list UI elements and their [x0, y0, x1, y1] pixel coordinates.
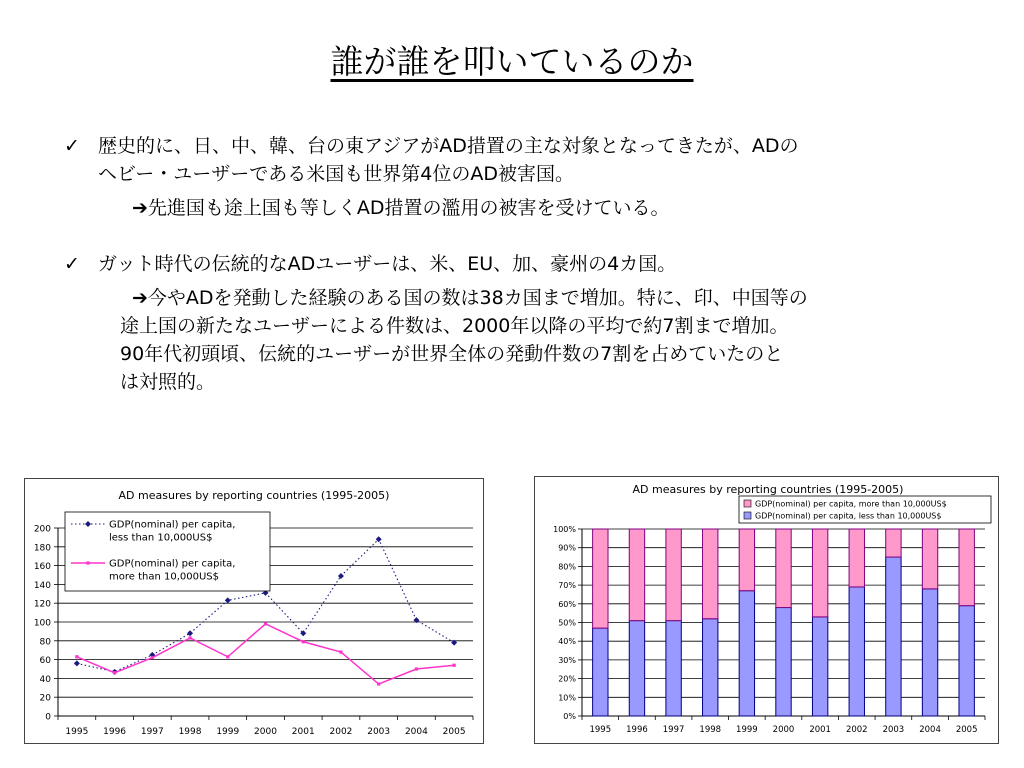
x-tick-label: 1995	[65, 727, 89, 737]
line-chart	[25, 479, 483, 743]
data-point	[74, 660, 80, 666]
bar-segment-2	[593, 529, 608, 628]
bullet-1	[64, 132, 984, 222]
bullet-1-sub: 先進国も途上国も等しくAD措置の濫用の被害を受けている。	[147, 197, 670, 219]
checkmark-icon: ✓	[64, 135, 80, 157]
data-point	[453, 664, 456, 667]
legend-swatch-2	[744, 500, 751, 507]
bar-segment-1	[959, 606, 974, 716]
bar-segment-2	[812, 529, 827, 617]
data-point	[415, 667, 418, 670]
y-tick-label: 30%	[558, 655, 576, 665]
legend-marker	[86, 561, 89, 564]
y-tick-label: 0%	[563, 712, 576, 721]
bar-segment-1	[776, 608, 791, 716]
bar-segment-1	[922, 589, 937, 716]
arrow-icon: ➔	[132, 287, 148, 309]
data-point	[151, 656, 154, 659]
legend-swatch-1	[744, 512, 751, 519]
x-tick-label: 2005	[955, 725, 978, 735]
data-point	[264, 622, 267, 625]
x-tick-label: 1998	[178, 727, 202, 737]
y-tick-label: 100%	[553, 525, 576, 534]
bar-segment-2	[849, 529, 864, 587]
x-tick-label: 2004	[919, 725, 941, 735]
x-tick-label: 1996	[626, 725, 648, 735]
x-tick-label: 2005	[442, 727, 466, 737]
bar-segment-1	[666, 621, 681, 716]
y-tick-label: 90%	[558, 543, 576, 553]
arrow-icon: ➔	[132, 197, 148, 219]
legend-label-1: GDP(nominal) per capita, less than 10,000US$	[755, 511, 942, 521]
y-tick-label: 160	[33, 562, 51, 573]
x-tick-label: 2004	[404, 727, 428, 737]
x-tick-label: 1999	[216, 727, 240, 737]
y-tick-label: 140	[33, 580, 51, 591]
bar-segment-2	[703, 529, 718, 619]
checkmark-icon: ✓	[64, 253, 80, 275]
data-point	[225, 597, 231, 603]
bar-segment-2	[776, 529, 791, 608]
bar-segment-2	[959, 529, 974, 606]
y-tick-label: 40%	[558, 637, 576, 647]
line-chart-panel	[24, 478, 484, 744]
bar-segment-1	[886, 557, 901, 716]
bar-segment-1	[849, 587, 864, 716]
data-point	[226, 655, 229, 658]
x-tick-label: 1997	[662, 725, 685, 735]
legend-label-1-line-2: less than 10,000US$	[109, 532, 213, 544]
y-tick-label: 20%	[558, 674, 576, 684]
x-tick-label: 2003	[882, 725, 905, 735]
x-tick-label: 2001	[291, 727, 315, 737]
slide-title: 誰が誰を叩いているのか	[330, 42, 694, 81]
stacked-bar-chart-panel	[534, 476, 999, 744]
legend-label-2: GDP(nominal) per capita, more than 10,000US$	[755, 499, 947, 509]
bullet-1-line-2: ヘビー・ユーザーである米国も世界第4位のAD被害国。	[98, 163, 574, 185]
bar-segment-1	[739, 591, 754, 716]
bullet-1-line-1: 歴史的に、日、中、韓、台の東アジアがAD措置の主な対象となってきたが、ADの	[98, 135, 799, 157]
bar-segment-1	[593, 628, 608, 716]
x-tick-label: 1998	[699, 725, 722, 735]
x-tick-label: 1997	[140, 727, 164, 737]
y-tick-label: 200	[33, 524, 51, 535]
y-tick-label: 180	[33, 543, 51, 554]
y-tick-label: 80%	[558, 562, 576, 572]
data-point	[188, 636, 191, 639]
y-tick-label: 100	[33, 618, 51, 629]
y-tick-label: 0	[45, 712, 51, 723]
x-tick-label: 2000	[254, 727, 277, 737]
x-tick-label: 1999	[736, 725, 758, 735]
data-point	[113, 671, 116, 674]
data-point	[75, 655, 78, 658]
x-tick-label: 2003	[367, 727, 391, 737]
x-tick-label: 2002	[329, 727, 353, 737]
bullet-2-sub-4: は対照的。	[120, 371, 216, 393]
bar-segment-1	[629, 621, 644, 716]
bullet-2-sub-2: 途上国の新たなユーザーによる件数は、2000年以降の平均で約7割まで増加。	[120, 315, 789, 337]
data-point	[187, 630, 193, 636]
bar-segment-2	[666, 529, 681, 621]
data-point	[377, 682, 380, 685]
y-tick-label: 50%	[558, 618, 576, 628]
bar-segment-2	[739, 529, 754, 591]
y-tick-label: 60%	[558, 599, 576, 609]
bar-segment-1	[812, 617, 827, 716]
stacked-bar-chart	[535, 477, 998, 743]
y-tick-label: 70%	[558, 581, 576, 591]
data-point	[302, 640, 305, 643]
y-tick-label: 10%	[558, 693, 576, 703]
bullet-2-line-1: ガット時代の伝統的なADユーザーは、米、EU、加、豪州の4カ国。	[98, 253, 677, 275]
bullet-2	[64, 250, 984, 396]
bar-segment-1	[703, 619, 718, 716]
bar-segment-2	[922, 529, 937, 589]
y-tick-label: 120	[33, 599, 51, 610]
y-tick-label: 80	[39, 637, 51, 648]
x-tick-label: 1995	[589, 725, 612, 735]
y-tick-label: 20	[39, 693, 51, 704]
x-tick-label: 2002	[845, 725, 868, 735]
x-tick-label: 2000	[772, 725, 795, 735]
bar-segment-2	[886, 529, 901, 557]
bullet-2-sub-1: 今やADを発動した経験のある国の数は38カ国まで増加。特に、印、中国等の	[147, 287, 808, 309]
chart-title: AD measures by reporting countries (1995-2005)	[118, 489, 390, 502]
bullet-2-sub-3: 90年代初頭頃、伝統的ユーザーが世界全体の発動件数の7割を占めていたのと	[120, 343, 784, 365]
data-point	[339, 650, 342, 653]
y-tick-label: 60	[39, 656, 51, 667]
x-tick-label: 2001	[809, 725, 831, 735]
legend-label-1-line-1: GDP(nominal) per capita,	[109, 519, 236, 531]
y-tick-label: 40	[39, 674, 51, 685]
series-line-2	[77, 624, 454, 684]
legend-label-2-line-1: GDP(nominal) per capita,	[109, 558, 236, 570]
chart-title: AD measures by reporting countries (1995-2005)	[632, 483, 904, 496]
data-point	[376, 536, 382, 542]
x-tick-label: 1996	[103, 727, 127, 737]
bar-segment-2	[629, 529, 644, 621]
bullet-list	[64, 132, 984, 396]
data-point	[338, 573, 344, 579]
legend-label-2-line-2: more than 10,000US$	[109, 571, 220, 583]
